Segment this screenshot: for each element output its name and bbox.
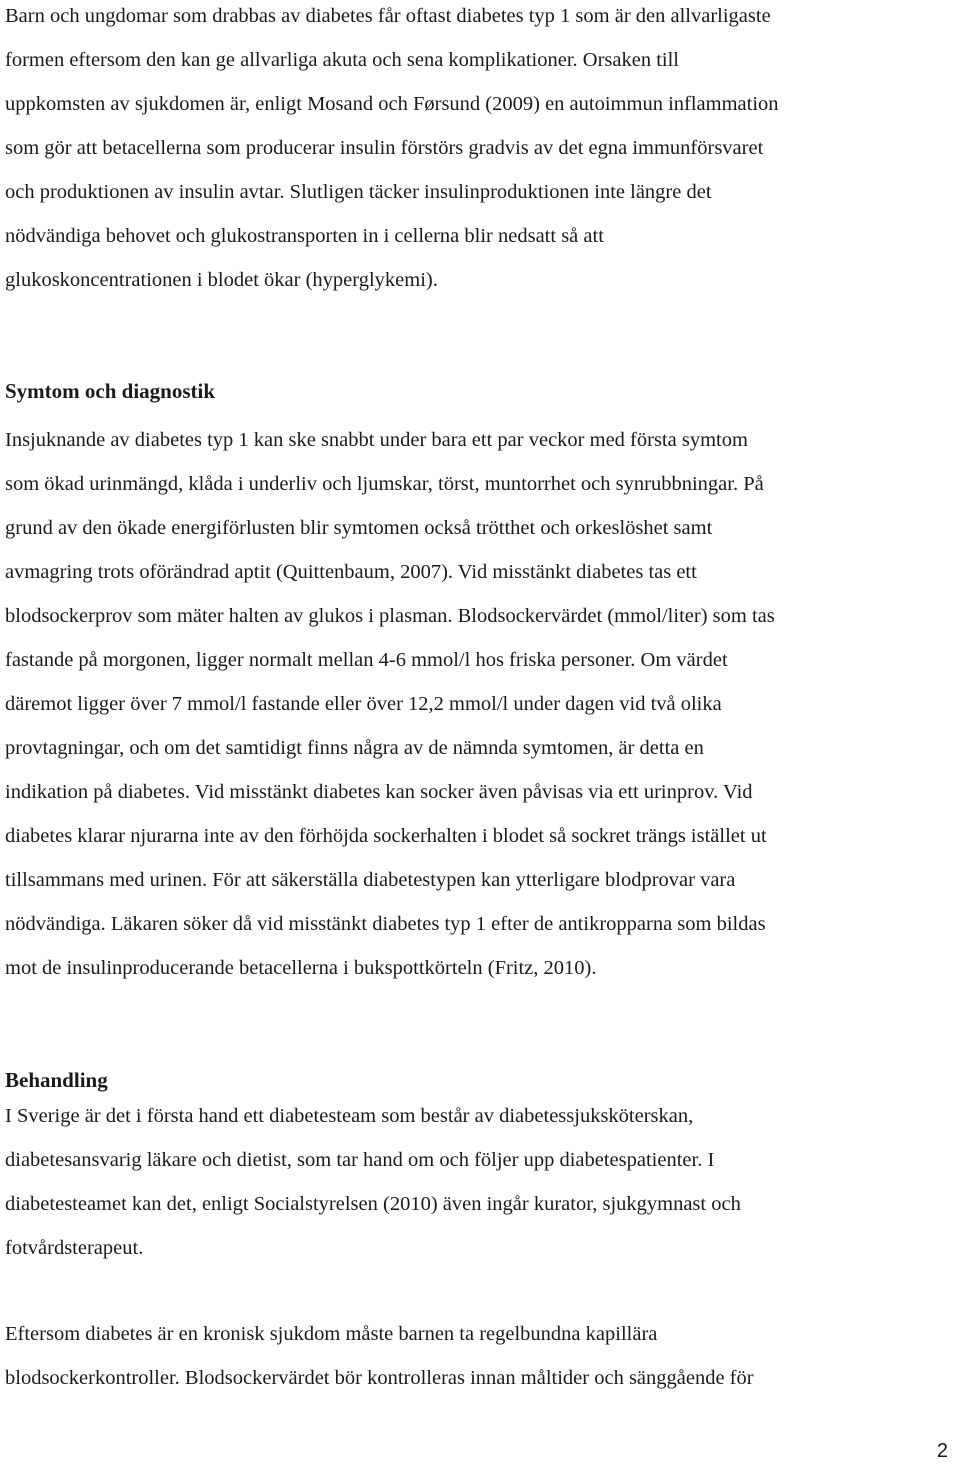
treatment-heading: Behandling (5, 1068, 108, 1092)
symptom-line-9: indikation på diabetes. Vid misstänkt diabetes kan socker även påvisas via ett urinprov. Vid (5, 781, 753, 803)
symptom-line-4: avmagring trots oförändrad aptit (Quittenbaum, 2007). Vid misstänkt diabetes tas ett (5, 561, 697, 583)
treatment-paragraph (5, 1094, 741, 1270)
intro-line-5: och produktionen av insulin avtar. Slutligen täcker insulinproduktionen inte längre det (5, 181, 712, 203)
symptom-line-10: diabetes klarar njurarna inte av den förhöjda sockerhalten i blodet så sockret trängs istället ut (5, 825, 767, 847)
control-line-1: Eftersom diabetes är en kronisk sjukdom måste barnen ta regelbundna kapillära (5, 1323, 658, 1345)
symptom-line-1: Insjuknande av diabetes typ 1 kan ske snabbt under bara ett par veckor med första symtom (5, 429, 748, 451)
symptom-line-12: nödvändiga. Läkaren söker då vid misstänkt diabetes typ 1 efter de antikropparna som bildas (5, 913, 766, 935)
intro-line-4: som gör att betacellerna som producerar insulin förstörs gradvis av det egna immunförsvaret (5, 137, 764, 159)
intro-line-7: glukoskoncentrationen i blodet ökar (hyperglykemi). (5, 269, 438, 291)
intro-line-6: nödvändiga behovet och glukostransporten in i cellerna blir nedsatt så att (5, 225, 604, 247)
intro-line-3: uppkomsten av sjukdomen är, enligt Mosand och Førsund (2009) en autoimmun inflammation (5, 93, 779, 115)
treatment-line-1: I Sverige är det i första hand ett diabetesteam som består av diabetessjuksköterskan, (5, 1105, 694, 1127)
page-number: 2 (936, 1440, 948, 1462)
symptom-paragraph (5, 418, 775, 990)
symptom-line-13: mot de insulinproducerande betacellerna i bukspottkörteln (Fritz, 2010). (5, 957, 597, 979)
symptom-line-3: grund av den ökade energiförlusten blir symtomen också trötthet och orkeslöshet samt (5, 517, 713, 539)
symptom-heading: Symtom och diagnostik (5, 379, 216, 403)
symptom-line-5: blodsockerprov som mäter halten av glukos i plasman. Blodsockervärdet (mmol/liter) som tas (5, 605, 775, 627)
intro-line-1: Barn och ungdomar som drabbas av diabetes får oftast diabetes typ 1 som är den allvarligaste (5, 5, 771, 27)
symptom-line-6: fastande på morgonen, ligger normalt mellan 4-6 mmol/l hos friska personer. Om värdet (5, 649, 728, 671)
symptom-line-8: provtagningar, och om det samtidigt finns några av de nämnda symtomen, är detta en (5, 737, 704, 759)
symptom-line-11: tillsammans med urinen. För att säkerställa diabetestypen kan ytterligare blodprovar vara (5, 869, 736, 891)
symptom-line-7: däremot ligger över 7 mmol/l fastande eller över 12,2 mmol/l under dagen vid två olika (5, 693, 722, 715)
symptom-line-2: som ökad urinmängd, klåda i underliv och ljumskar, törst, muntorrhet och synrubbningar. På (5, 473, 764, 495)
intro-paragraph (5, 0, 779, 302)
treatment-line-3: diabetesteamet kan det, enligt Socialstyrelsen (2010) även ingår kurator, sjukgymnast och (5, 1193, 741, 1215)
control-paragraph (5, 1312, 754, 1400)
treatment-line-2: diabetesansvarig läkare och dietist, som tar hand om och följer upp diabetespatienter. I (5, 1149, 715, 1171)
treatment-line-4: fotvårdsterapeut. (5, 1237, 144, 1259)
control-line-2: blodsockerkontroller. Blodsockervärdet bör kontrolleras innan måltider och sänggående för (5, 1367, 754, 1389)
intro-line-2: formen eftersom den kan ge allvarliga akuta och sena komplikationer. Orsaken till (5, 49, 679, 71)
